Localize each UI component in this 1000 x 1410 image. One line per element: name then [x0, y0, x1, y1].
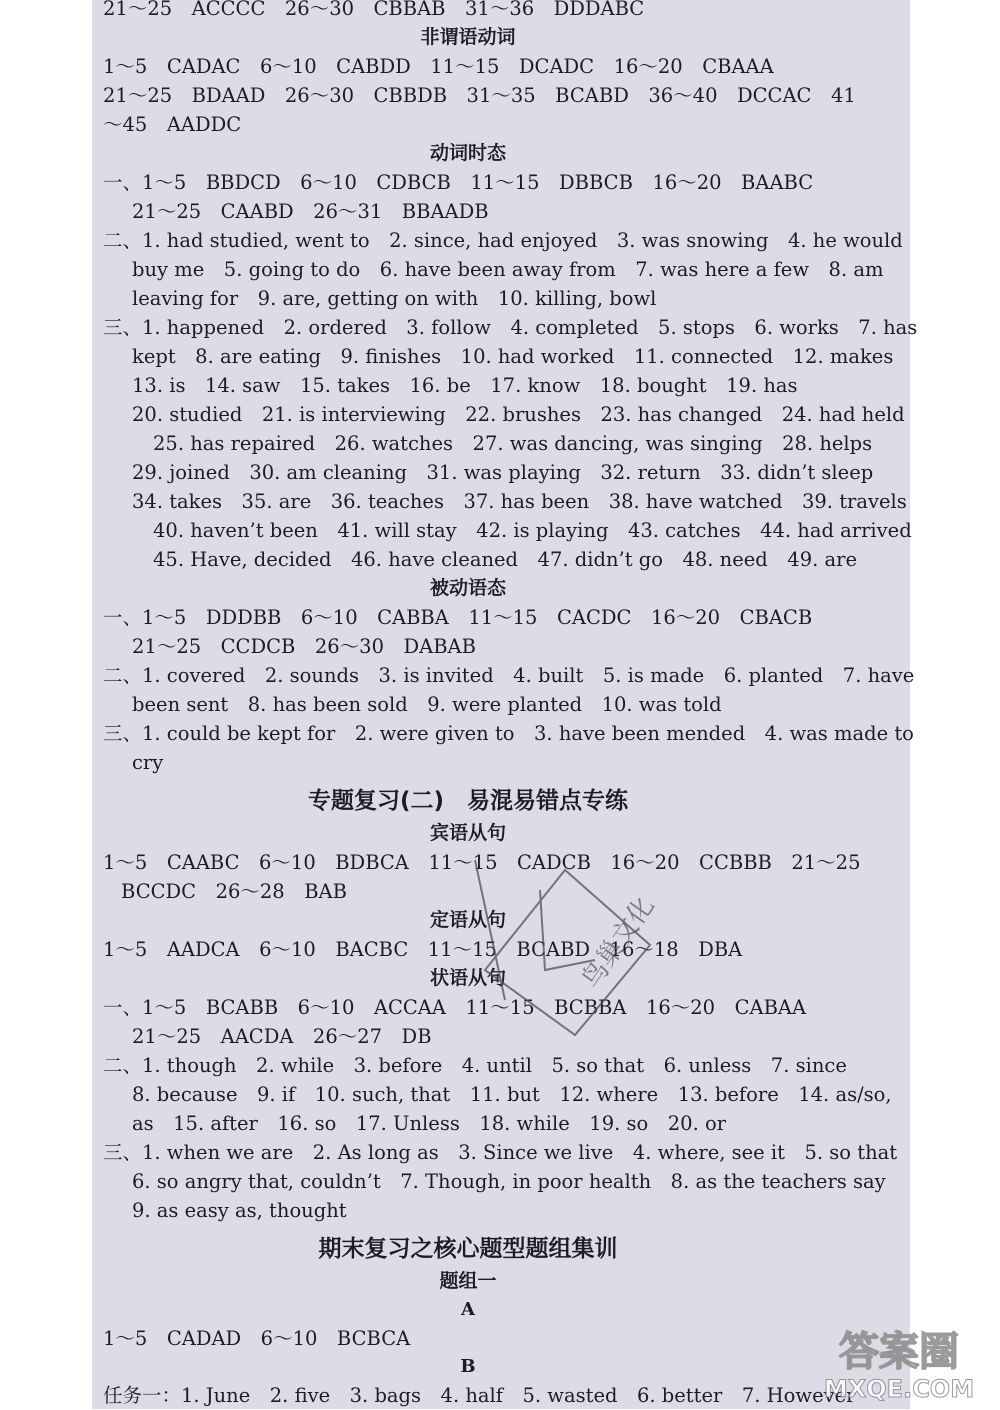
text-line: leaving for 9. are, getting on with 10. killing, bowl — [132, 287, 657, 310]
section-heading: 状语从句 — [429, 967, 506, 989]
major-heading: 期末复习之核心题型题组集训 — [318, 1236, 618, 1262]
text-line: 三、1. when we are 2. As long as 3. Since we live 4. where, see it 5. so that — [103, 1141, 898, 1164]
section-heading: 题组一 — [439, 1270, 497, 1292]
text-line: 三、1. happened 2. ordered 3. follow 4. completed 5. stops 6. works 7. has — [103, 316, 918, 339]
text-line: 34. takes 35. are 36. teaches 37. has been 38. have watched 39. travels — [132, 490, 907, 513]
subsection-letter: A — [461, 1299, 475, 1320]
text-line: 29. joined 30. am cleaning 31. was playing 32. return 33. didn’t sleep — [132, 461, 874, 484]
text-line: as 15. after 16. so 17. Unless 18. while 19. so 20. or — [132, 1112, 727, 1135]
text-line: 9. as easy as, thought — [132, 1199, 347, 1222]
text-line: 任务一：1. June 2. five 3. bags 4. half 5. wasted 6. better 7. However — [103, 1384, 856, 1407]
text-line: 三、1. could be kept for 2. were given to 3. have been mended 4. was made to — [103, 722, 914, 745]
text-line: 1～5 CAABC 6～10 BDBCA 11～15 CADCB 16～20 CCBBB 21～25 — [103, 851, 861, 874]
text-line: cry — [132, 751, 164, 774]
text-line: 45. Have, decided 46. have cleaned 47. didn’t go 48. need 49. are — [153, 548, 857, 571]
text-line: 21～25 BDAAD 26～30 CBBDB 31～35 BCABD 36～40 DCCAC 41 — [103, 84, 856, 107]
stamp-text: 鸟巢文化 — [576, 891, 661, 995]
text-line: 二、1. though 2. while 3. before 4. until 5. so that 6. unless 7. since — [103, 1054, 847, 1077]
section-heading: 动词时态 — [429, 142, 506, 164]
text-line: 21～25 CCDCB 26～30 DABAB — [132, 635, 476, 658]
text-line: buy me 5. going to do 6. have been away from 7. was here a few 8. am — [132, 258, 884, 281]
text-line: 二、1. covered 2. sounds 3. is invited 4. built 5. is made 6. planted 7. have — [103, 664, 915, 687]
text-line: kept 8. are eating 9. finishes 10. had worked 11. connected 12. makes — [132, 345, 894, 368]
text-line: 13. is 14. saw 15. takes 16. be 17. know 18. bought 19. has — [132, 374, 798, 397]
text-line: been sent 8. has been sold 9. were planted 10. was told — [132, 693, 722, 716]
text-line: 21～25 ACCCC 26～30 CBBAB 31～36 DDDABC — [103, 0, 645, 20]
text-line: 25. has repaired 26. watches 27. was dancing, was singing 28. helps — [153, 432, 873, 455]
watermark-logo-icon — [804, 1325, 994, 1405]
watermark-top: 答案圈 — [839, 1329, 959, 1375]
text-line: 一、1～5 BBDCD 6～10 CDBCB 11～15 DBBCB 16～20 BAABC — [103, 171, 814, 194]
text-line: 一、1～5 DDDBB 6～10 CABBA 11～15 CACDC 16～20 CBACB — [103, 606, 813, 629]
text-line: 40. haven’t been 41. will stay 42. is playing 43. catches 44. had arrived — [153, 519, 912, 542]
text-line: BCCDC 26～28 BAB — [121, 880, 347, 903]
text-line: 一、1～5 BCABB 6～10 ACCAA 11～15 BCBBA 16～20 CABAA — [103, 996, 807, 1019]
text-line: 1～5 CADAC 6～10 CABDD 11～15 DCADC 16～20 CBAAA — [103, 55, 774, 78]
text-line: 1～5 CADAD 6～10 BCBCA — [103, 1327, 411, 1350]
section-heading: 定语从句 — [429, 909, 506, 931]
section-heading: 非谓语动词 — [420, 26, 516, 48]
text-line: ～45 AADDC — [103, 113, 242, 136]
text-line: 6. so angry that, couldn’t 7. Though, in poor health 8. as the teachers say — [132, 1170, 886, 1193]
section-heading: 被动语态 — [429, 577, 506, 599]
text-line: 21～25 AACDA 26～27 DB — [132, 1025, 432, 1048]
text-line: 1～5 AADCA 6～10 BACBC 11～15 BCABD 16～18 DBA — [103, 938, 743, 961]
watermark-bottom: MXQE.COM — [823, 1375, 975, 1403]
subsection-letter: B — [460, 1356, 476, 1377]
text-line: 21～25 CAABD 26～31 BBAADB — [132, 200, 489, 223]
major-heading: 专题复习(二) 易混易错点专练 — [307, 788, 629, 814]
text-line: 8. because 9. if 10. such, that 11. but 12. where 13. before 14. as/so, — [132, 1083, 892, 1106]
text-line: 二、1. had studied, went to 2. since, had enjoyed 3. was snowing 4. he would — [103, 229, 903, 252]
text-line: 20. studied 21. is interviewing 22. brushes 23. has changed 24. had held — [132, 403, 905, 426]
section-heading: 宾语从句 — [429, 822, 506, 844]
